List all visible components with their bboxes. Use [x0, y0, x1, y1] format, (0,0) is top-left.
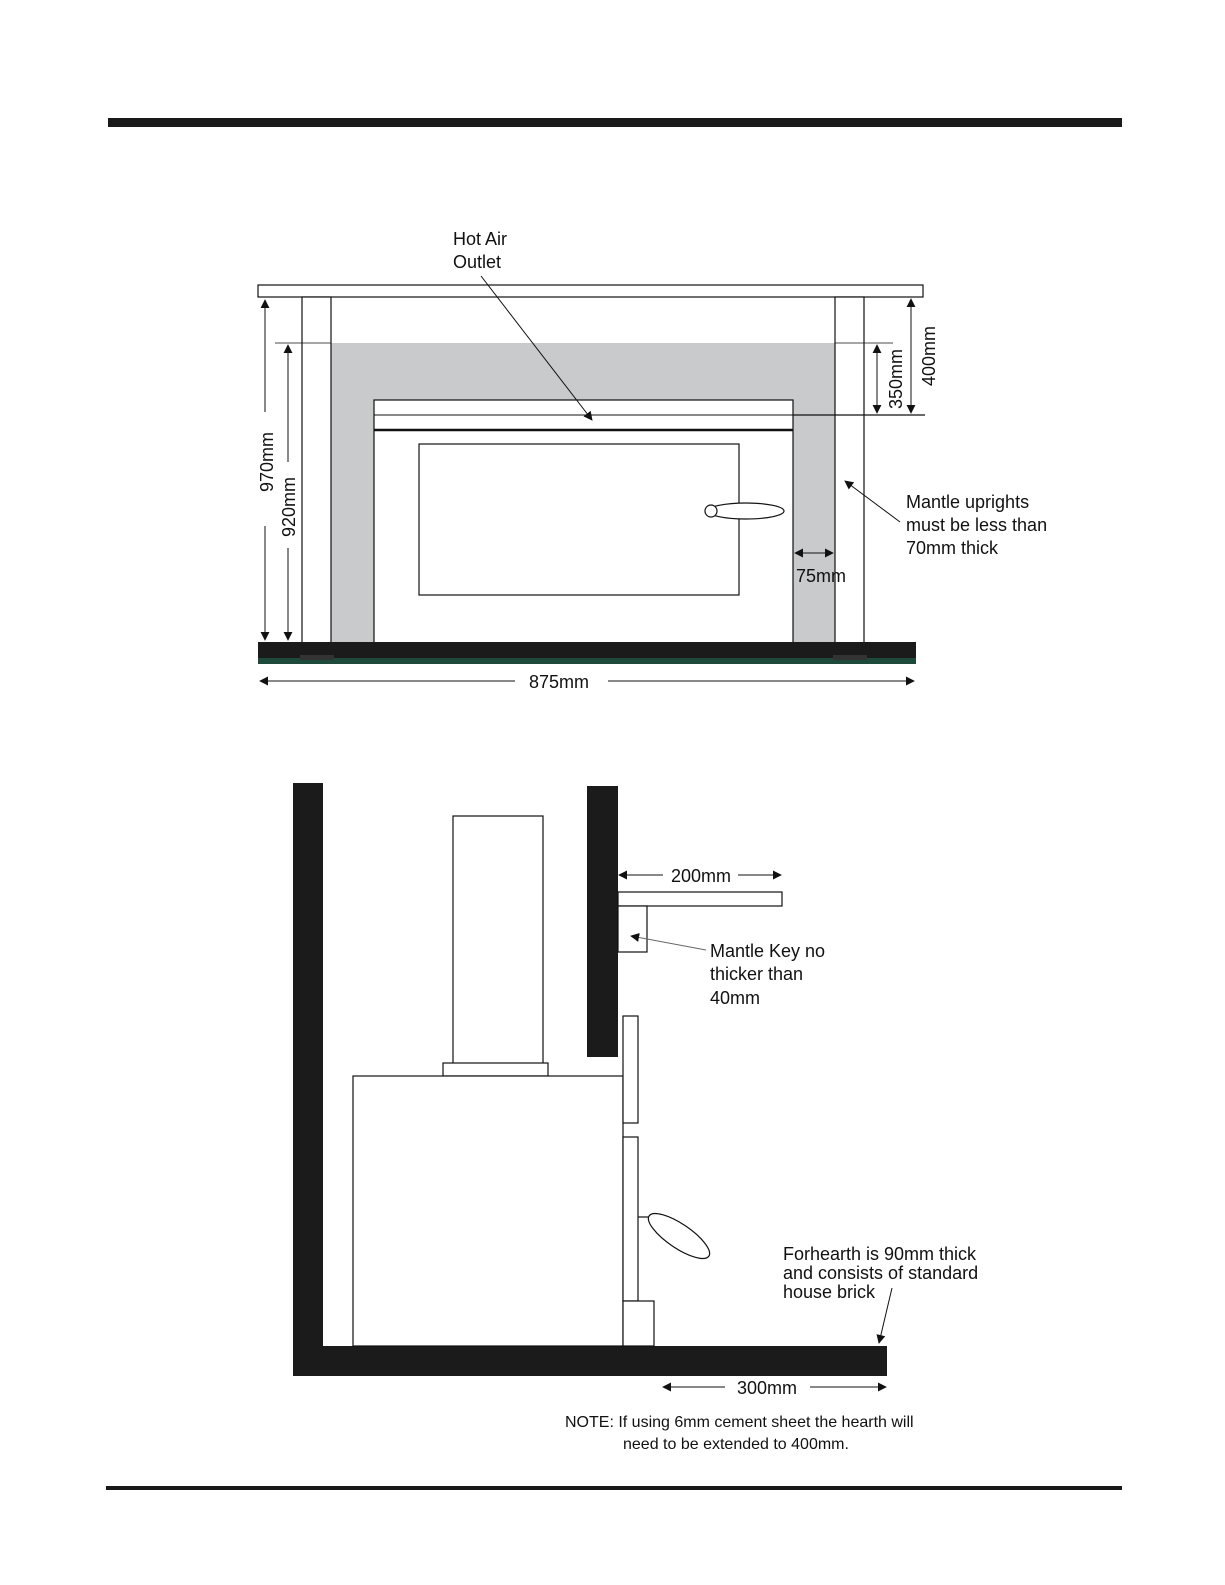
hot-air-outlet-label-line1: Hot Air: [453, 229, 508, 249]
base-front-panel: [623, 1301, 654, 1346]
door-handle: [708, 503, 784, 519]
dim-875-label: 875mm: [528, 672, 590, 692]
door-front-panel: [623, 1137, 638, 1301]
dim-200-label: 200mm: [670, 866, 732, 886]
dim-350-label: 350mm: [886, 348, 906, 410]
side-mantle-shelf: [618, 892, 782, 906]
front-wall: [587, 786, 618, 1057]
mantle-uprights-note-line2: must be less than: [906, 515, 1048, 535]
note-line2: need to be extended to 400mm.: [623, 1436, 849, 1453]
dim-300-label: 300mm: [736, 1378, 798, 1398]
upper-front-panel: [623, 1016, 638, 1123]
forhearth-note-line2: and consists of standard: [783, 1263, 979, 1283]
side-door-handle: [642, 1206, 715, 1266]
mantle-key: [618, 906, 647, 952]
front-view: [257, 229, 1047, 692]
dim-970-label: 970mm: [257, 431, 277, 493]
mantle-shelf: [258, 285, 923, 297]
back-wall: [293, 783, 323, 1376]
mantle-uprights-note-line3: 70mm thick: [906, 538, 999, 558]
mantle-key-note-line1: Mantle Key no: [710, 941, 826, 961]
side-view: [293, 783, 978, 1453]
flue-collar: [443, 1063, 548, 1076]
dim-400-label: 400mm: [919, 325, 939, 387]
mantle-uprights-note-line1: Mantle uprights: [906, 492, 1030, 512]
forhearth-note-line1: Forhearth is 90mm thick: [783, 1244, 977, 1264]
left-mantle-upright: [302, 297, 331, 643]
front-hearth-edge: [258, 658, 916, 664]
mantle-key-note-line3: 40mm: [710, 988, 761, 1008]
dim-920-label: 920mm: [279, 476, 299, 538]
forhearth-note-line3: house brick: [783, 1282, 876, 1302]
note-line1: NOTE: If using 6mm cement sheet the hearth will: [565, 1414, 914, 1431]
hot-air-outlet-label-line2: Outlet: [453, 252, 502, 272]
hearth-foot-left: [300, 655, 334, 660]
forhearth-leader: [879, 1288, 892, 1343]
hearth-foot-right: [833, 655, 867, 660]
door-handle-knob: [705, 505, 717, 517]
side-hearth: [293, 1346, 887, 1376]
fire-side-body: [353, 1076, 623, 1346]
fire-door-glass: [419, 444, 739, 595]
dim-75-label: 75mm: [796, 566, 847, 586]
right-mantle-upright: [835, 297, 864, 643]
mantle-key-note-line2: thicker than: [710, 964, 804, 984]
flue-box: [453, 816, 543, 1076]
